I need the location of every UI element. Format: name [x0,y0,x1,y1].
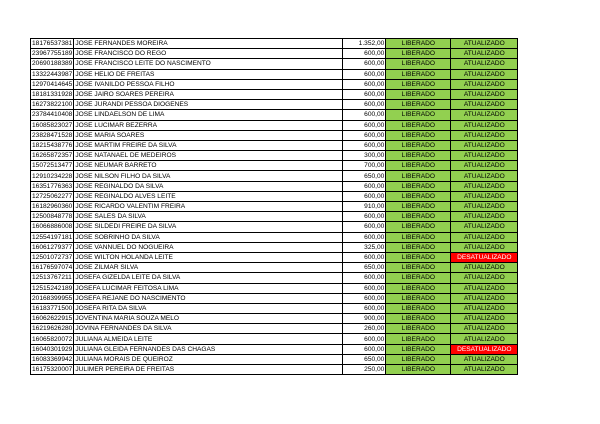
table-row [31,202,518,212]
name-cell[interactable]: JOSE REGINALDO ALVES LEITE [74,191,343,201]
status-cell[interactable]: LIBERADO [386,100,451,110]
value-cell[interactable]: 600,00 [343,110,386,120]
status-cell[interactable]: LIBERADO [386,79,451,89]
id-cell[interactable]: 12910234228 [32,172,73,180]
status-cell[interactable]: LIBERADO [386,110,451,120]
table-row [31,212,518,222]
value-cell[interactable]: 600,00 [343,181,386,191]
value-cell[interactable]: 600,00 [343,212,386,222]
update-status-cell[interactable]: ATUALIZADO [451,171,518,181]
table-row [31,222,518,232]
table-row [31,314,518,324]
table-row [31,59,518,69]
status-cell[interactable]: LIBERADO [386,151,451,161]
value-cell[interactable]: 600,00 [343,120,386,130]
id-cell[interactable]: 20168399955 [32,294,73,302]
status-cell[interactable]: LIBERADO [386,365,451,375]
value-cell[interactable]: 600,00 [343,293,386,303]
table-row [31,273,518,283]
name-cell[interactable]: JOSE LUCIMAR BEZERRA [74,120,343,130]
name-cell[interactable]: JULIANA ALMEIDA LEITE [74,334,343,344]
update-status-cell[interactable]: ATUALIZADO [451,59,518,69]
status-cell[interactable]: LIBERADO [386,222,451,232]
update-status-cell[interactable]: ATUALIZADO [451,100,518,110]
value-cell[interactable]: 600,00 [343,49,386,59]
update-status-cell[interactable]: ATUALIZADO [451,273,518,283]
value-cell[interactable]: 600,00 [343,59,386,69]
value-cell[interactable]: 600,00 [343,232,386,242]
name-cell[interactable]: JOSE LINDAELSON DE LIMA [74,110,343,120]
name-cell[interactable]: JOSE RICARDO VALENTIM FREIRA [74,202,343,212]
status-cell[interactable]: LIBERADO [386,202,451,212]
update-status-cell[interactable]: DESATUALIZADO [451,344,518,354]
status-cell[interactable]: LIBERADO [386,171,451,181]
update-status-cell[interactable]: ATUALIZADO [451,212,518,222]
id-cell[interactable]: 16061279377 [32,243,73,251]
table-row [31,252,518,262]
value-cell[interactable]: 600,00 [343,334,386,344]
table-row [31,293,518,303]
name-cell[interactable]: JOVINA FERNANDES DA SILVA [74,324,343,334]
id-cell[interactable]: 16066886008 [32,223,73,231]
status-cell[interactable]: LIBERADO [386,140,451,150]
update-status-cell[interactable]: ATUALIZADO [451,39,518,49]
table-row [31,130,518,140]
value-cell[interactable]: 910,00 [343,202,386,212]
status-cell[interactable]: LIBERADO [386,314,451,324]
id-cell[interactable]: 16183771500 [32,304,73,312]
name-cell[interactable]: JOSE SILDEDI FREIRE DA SILVA [74,222,343,232]
status-cell[interactable]: LIBERADO [386,130,451,140]
id-cell[interactable]: 15072513477 [32,162,73,170]
table-row [31,242,518,252]
table-row [31,89,518,99]
status-cell[interactable]: LIBERADO [386,252,451,262]
id-cell[interactable]: 18181331928 [32,91,73,99]
status-cell[interactable]: LIBERADO [386,181,451,191]
table-row [31,140,518,150]
table-row [31,69,518,79]
table-row [31,283,518,293]
name-cell[interactable]: JOSE VANNUEL DO NOGUEIRA [74,242,343,252]
status-cell[interactable]: LIBERADO [386,89,451,99]
id-cell[interactable]: 16265872357 [32,152,73,160]
table-row [31,79,518,89]
id-cell[interactable]: 16085823027 [32,121,73,129]
name-cell[interactable]: JOSE MARIA SOARES [74,130,343,140]
name-cell[interactable]: JOSEFA REJANE DO NASCIMENTO [74,293,343,303]
name-cell[interactable]: JOSE NEUMAR BARRETO [74,161,343,171]
value-cell[interactable]: 650,00 [343,263,386,273]
table-row [31,161,518,171]
id-cell[interactable]: 16351776363 [32,182,73,190]
update-status-cell[interactable]: ATUALIZADO [451,79,518,89]
value-cell[interactable]: 600,00 [343,273,386,283]
update-status-cell[interactable]: ATUALIZADO [451,283,518,293]
name-cell[interactable]: JULIMER PEREIRA DE FREITAS [74,365,343,375]
table-row [31,191,518,201]
name-cell[interactable]: JOSEFA LUCIMAR FEITOSA LIMA [74,283,343,293]
table-row [31,344,518,354]
update-status-cell[interactable]: ATUALIZADO [451,191,518,201]
status-cell[interactable]: LIBERADO [386,273,451,283]
status-cell[interactable]: LIBERADO [386,69,451,79]
id-cell[interactable]: 16040301929 [32,345,73,353]
id-cell[interactable]: 16065820072 [32,335,73,343]
status-cell[interactable]: LIBERADO [386,191,451,201]
table-row [31,151,518,161]
update-status-cell[interactable]: ATUALIZADO [451,151,518,161]
name-cell[interactable]: JOSE JAIRO SOARES PEREIRA [74,89,343,99]
update-status-cell[interactable]: ATUALIZADO [451,89,518,99]
table-row [31,324,518,334]
id-cell[interactable]: 23784410408 [32,111,73,119]
value-cell[interactable]: 300,00 [343,151,386,161]
table-row [31,100,518,110]
update-status-cell[interactable]: ATUALIZADO [451,181,518,191]
id-cell[interactable]: 16083369942 [32,355,73,363]
status-cell[interactable]: LIBERADO [386,49,451,59]
value-cell[interactable]: 600,00 [343,252,386,262]
table-row [31,263,518,273]
id-cell[interactable]: 12725062277 [32,192,73,200]
table-row [31,334,518,344]
table-row [31,110,518,120]
id-cell[interactable]: 16219626280 [32,325,73,333]
name-cell[interactable]: JOSE NILSON FILHO DA SILVA [74,171,343,181]
update-status-cell[interactable]: ATUALIZADO [451,130,518,140]
value-cell[interactable]: 325,00 [343,242,386,252]
value-cell[interactable]: 650,00 [343,171,386,181]
table-row [31,181,518,191]
id-cell[interactable]: 13322443987 [32,70,73,78]
name-cell[interactable]: JOSE FRANCISCO LEITE DO NASCIMENTO [74,59,343,69]
name-cell[interactable]: JOVENTINA MARIA SOUZA MELO [74,314,343,324]
id-cell[interactable]: 20690188389 [32,60,73,68]
value-cell[interactable]: 1.352,00 [343,39,386,49]
update-status-cell[interactable]: ATUALIZADO [451,232,518,242]
value-cell[interactable]: 600,00 [343,89,386,99]
value-cell[interactable]: 600,00 [343,130,386,140]
name-cell[interactable]: JULIANA GLEIDA FERNANDES DAS CHAGAS [74,344,343,354]
name-cell[interactable]: JOSEFA GIZELDA LEITE DA SILVA [74,273,343,283]
table-row [31,120,518,130]
value-cell[interactable]: 600,00 [343,222,386,232]
name-cell[interactable]: JOSE NATANAEL DE MEDEIROS [74,151,343,161]
status-cell[interactable]: LIBERADO [386,344,451,354]
table-row [31,354,518,364]
update-status-cell[interactable]: ATUALIZADO [451,334,518,344]
id-cell[interactable]: 16175320007 [32,366,73,374]
id-cell[interactable]: 12970414645 [32,80,73,88]
update-status-cell[interactable]: ATUALIZADO [451,161,518,171]
update-status-cell[interactable]: ATUALIZADO [451,202,518,212]
update-status-cell[interactable]: ATUALIZADO [451,314,518,324]
update-status-cell[interactable]: ATUALIZADO [451,303,518,313]
update-status-cell[interactable]: ATUALIZADO [451,140,518,150]
id-cell[interactable]: 16062622915 [32,315,73,323]
status-cell[interactable]: LIBERADO [386,161,451,171]
status-cell[interactable]: LIBERADO [386,39,451,49]
value-cell[interactable]: 600,00 [343,79,386,89]
table-body [31,39,518,375]
name-cell[interactable]: JOSE HELIO DE FREITAS [74,69,343,79]
id-cell[interactable]: 18215438776 [32,141,73,149]
value-cell[interactable]: 700,00 [343,161,386,171]
spreadsheet-table [30,38,518,375]
value-cell[interactable]: 600,00 [343,191,386,201]
status-cell[interactable]: LIBERADO [386,59,451,69]
id-cell[interactable]: 16273822100 [32,101,73,109]
status-cell[interactable]: LIBERADO [386,354,451,364]
table-row [31,171,518,181]
status-cell[interactable]: LIBERADO [386,212,451,222]
value-cell[interactable]: 250,00 [343,365,386,375]
update-status-cell[interactable]: ATUALIZADO [451,120,518,130]
table-row [31,232,518,242]
update-status-cell[interactable]: ATUALIZADO [451,354,518,364]
id-cell[interactable]: 16182960360 [32,203,73,211]
id-cell[interactable]: 12513767211 [32,274,72,282]
update-status-cell[interactable]: ATUALIZADO [451,242,518,252]
value-cell[interactable]: 600,00 [343,344,386,354]
value-cell[interactable]: 260,00 [343,324,386,334]
name-cell[interactable]: JOSE ZILMAR SILVA [74,263,343,273]
name-cell[interactable]: JOSE JURANDI PESSOA DIOGENES [74,100,343,110]
id-cell[interactable]: 23967755189 [32,50,73,58]
id-cell[interactable]: 12500848778 [32,213,73,221]
update-status-cell[interactable]: ATUALIZADO [451,222,518,232]
value-cell[interactable]: 600,00 [343,140,386,150]
name-cell[interactable]: JOSEFA RITA DA SILVA [74,303,343,313]
update-status-cell[interactable]: ATUALIZADO [451,365,518,375]
table-row [31,39,518,49]
id-cell[interactable]: 16176597074 [32,264,73,272]
id-cell[interactable]: 12515242189 [32,284,73,292]
update-status-cell[interactable]: ATUALIZADO [451,69,518,79]
status-cell[interactable]: LIBERADO [386,120,451,130]
update-status-cell[interactable]: ATUALIZADO [451,263,518,273]
id-cell[interactable]: 23828471528 [32,131,73,139]
update-status-cell[interactable]: ATUALIZADO [451,49,518,59]
name-cell[interactable]: JOSE WILTON HOLANDA LEITE [74,252,343,262]
value-cell[interactable]: 600,00 [343,100,386,110]
table-row [31,365,518,375]
id-cell[interactable]: 12501072737 [32,254,73,262]
table-row [31,303,518,313]
name-cell[interactable]: JOSE SALES DA SILVA [74,212,343,222]
status-cell[interactable]: LIBERADO [386,232,451,242]
value-cell[interactable]: 600,00 [343,303,386,313]
status-cell[interactable]: LIBERADO [386,293,451,303]
name-cell[interactable]: JOSE IVANILDO PESSOA FILHO [74,79,343,89]
name-cell[interactable]: JULIANA MORAIS DE QUEIROZ [74,354,343,364]
value-cell[interactable]: 600,00 [343,283,386,293]
value-cell[interactable]: 900,00 [343,314,386,324]
update-status-cell[interactable]: ATUALIZADO [451,324,518,334]
id-cell[interactable]: 18176537381 [32,40,73,48]
name-cell[interactable]: JOSE REGINALDO DA SILVA [74,181,343,191]
update-status-cell[interactable]: ATUALIZADO [451,293,518,303]
name-cell[interactable]: JOSE SOBRINHO DA SILVA [74,232,343,242]
id-cell[interactable]: 12554197181 [32,233,73,241]
status-cell[interactable]: LIBERADO [386,334,451,344]
status-cell[interactable]: LIBERADO [386,283,451,293]
update-status-cell[interactable]: ATUALIZADO [451,110,518,120]
name-cell[interactable]: JOSE MARTIM FREIRE DA SILVA [74,140,343,150]
status-cell[interactable]: LIBERADO [386,263,451,273]
value-cell[interactable]: 650,00 [343,354,386,364]
name-cell[interactable]: JOSE FERNANDES MOREIRA [74,39,343,49]
value-cell[interactable]: 600,00 [343,69,386,79]
update-status-cell[interactable]: DESATUALIZADO [451,252,518,262]
table-row [31,49,518,59]
status-cell[interactable]: LIBERADO [386,324,451,334]
status-cell[interactable]: LIBERADO [386,303,451,313]
name-cell[interactable]: JOSE FRANCISCO DO REGO [74,49,343,59]
status-cell[interactable]: LIBERADO [386,242,451,252]
